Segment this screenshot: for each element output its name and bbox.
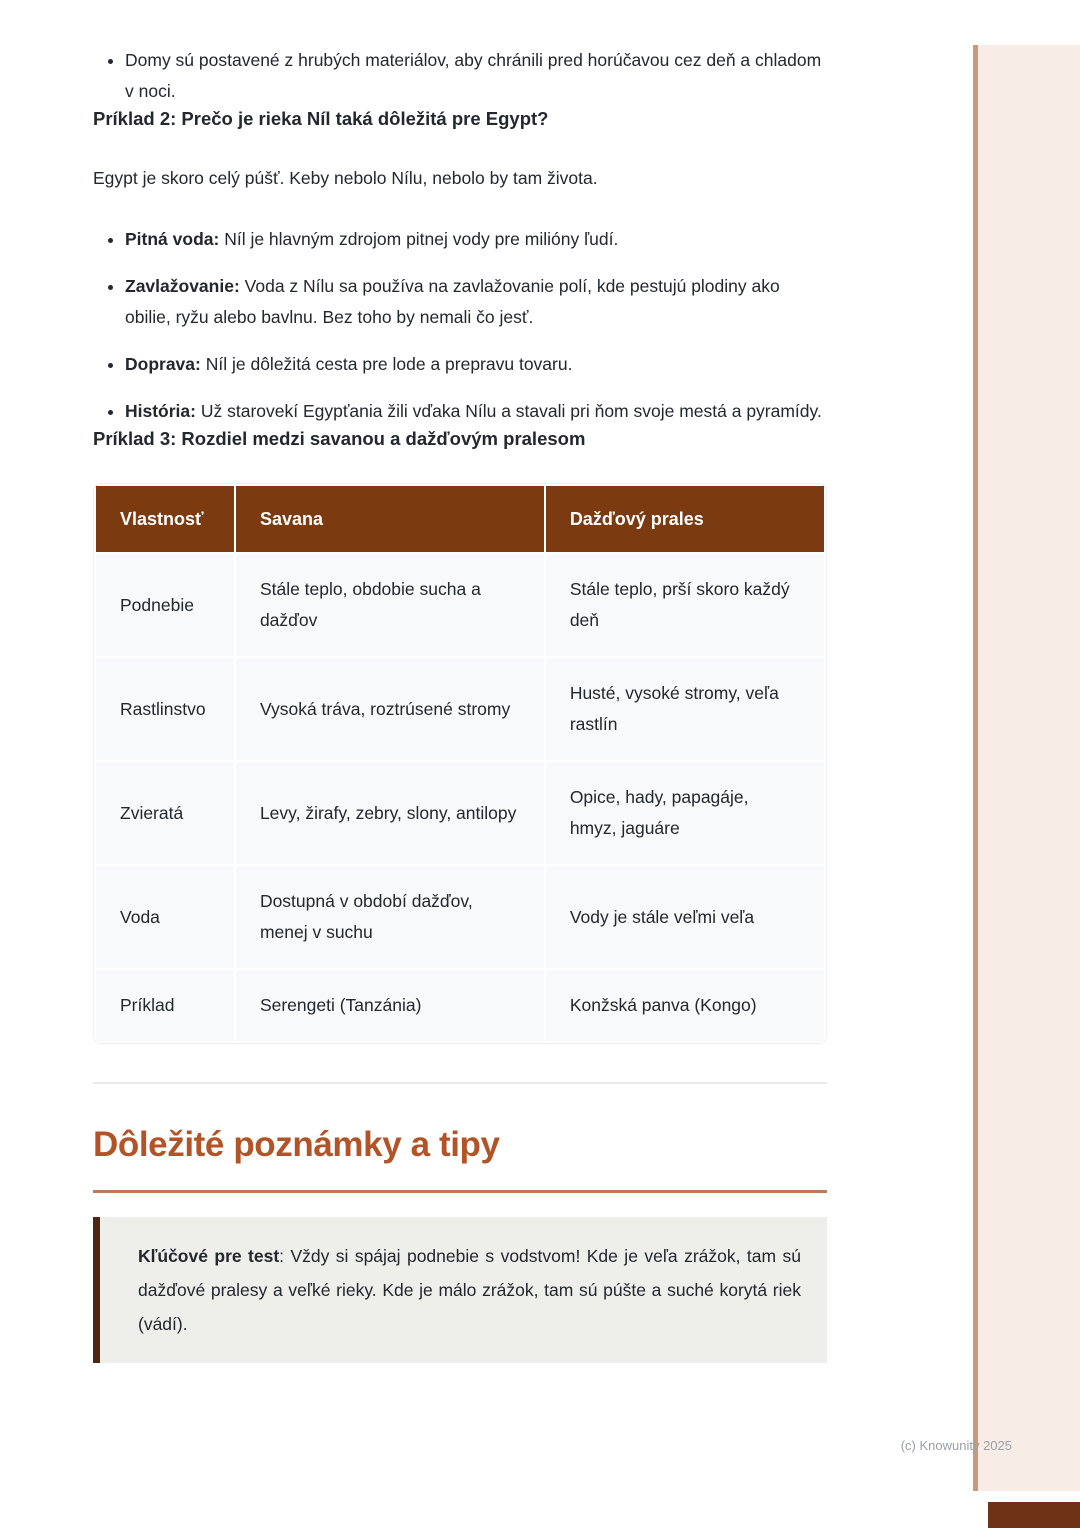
table-cell: Opice, hady, papagáje, hmyz, jaguáre (545, 761, 825, 865)
table-header-cell: Vlastnosť (95, 485, 235, 553)
callout-label: Kľúčové pre test (138, 1246, 280, 1266)
table-cell: Stále teplo, obdobie sucha a dažďov (235, 553, 545, 657)
bullet-term: Pitná voda: (125, 229, 220, 249)
section-divider (93, 1082, 827, 1084)
table-cell: Vody je stále veľmi veľa (545, 865, 825, 969)
table-cell: Dostupná v období dažďov, menej v suchu (235, 865, 545, 969)
callout-body: : Vždy si spájaj podnebie s vodstvom! Kde je veľa zrážok, tam sú dažďové pralesy a veľké rieky. Kde je málo zrážok, tam sú púšte a suché korytá riek (vádí). (138, 1246, 801, 1334)
table-cell: Voda (95, 865, 235, 969)
table-header-row (95, 485, 825, 553)
table-cell: Husté, vysoké stromy, veľa rastlín (545, 657, 825, 761)
bullet-text: Už starovekí Egypťania žili vďaka Nílu a stavali pri ňom svoje mestá a pyramídy. (200, 401, 822, 421)
comparison-table (94, 484, 826, 1043)
table-header-cell: Dažďový prales (545, 485, 825, 553)
example2-intro: Egypt je skoro celý púšť. Keby nebolo Nílu, nebolo by tam života. (93, 168, 598, 188)
key-note-callout (93, 1217, 827, 1363)
table-cell: Levy, žirafy, zebry, slony, antilopy (235, 761, 545, 865)
copyright-note: (c) Knowunity 2025 (900, 1438, 1012, 1453)
notes-title-rule (93, 1190, 827, 1193)
table-row (95, 553, 825, 657)
table-cell: Serengeti (Tanzánia) (235, 969, 545, 1042)
notes-section-title: Dôležité poznámky a tipy (93, 1125, 500, 1164)
list-item (125, 224, 827, 255)
table-cell: Rastlinstvo (95, 657, 235, 761)
list-item (125, 271, 827, 333)
callout-text (138, 1239, 801, 1341)
bullet-text: Níl je hlavným zdrojom pitnej vody pre milióny ľudí. (224, 229, 619, 249)
table-cell: Konžská panva (Kongo) (545, 969, 825, 1042)
example2-heading: Príklad 2: Prečo je rieka Níl taká dôležitá pre Egypt? (93, 108, 549, 129)
table-row (95, 657, 825, 761)
table-cell: Zvieratá (95, 761, 235, 865)
table-cell: Príklad (95, 969, 235, 1042)
list-item (125, 396, 827, 427)
bullet-text: Níl je dôležitá cesta pre lode a prepravu tovaru. (205, 354, 573, 374)
table-cell: Stále teplo, prší skoro každý deň (545, 553, 825, 657)
table-row (95, 865, 825, 969)
table-row (95, 761, 825, 865)
example3-heading: Príklad 3: Rozdiel medzi savanou a dažďovým pralesom (93, 428, 586, 449)
list-item (125, 45, 827, 107)
table-row (95, 969, 825, 1042)
list-item (125, 349, 827, 380)
intro-bullet-list (93, 45, 827, 107)
bullet-term: Zavlažovanie: (125, 276, 240, 296)
bullet-term: Doprava: (125, 354, 201, 374)
bullet-text: Domy sú postavené z hrubých materiálov, aby chránili pred horúčavou cez deň a chladom v noci. (125, 50, 822, 101)
next-page-corner-block (988, 1502, 1080, 1528)
document-content (93, 45, 827, 1363)
table-cell: Vysoká tráva, roztrúsené stromy (235, 657, 545, 761)
nile-facts-list (93, 224, 827, 427)
bullet-text: Voda z Nílu sa používa na zavlažovanie polí, kde pestujú plodiny ako obilie, ryžu alebo bavlnu. Bez toho by nemali čo jesť. (125, 276, 780, 327)
next-page-margin (978, 45, 1080, 1491)
bullet-term: História: (125, 401, 196, 421)
table-header-cell: Savana (235, 485, 545, 553)
comparison-table-wrapper (93, 483, 827, 1044)
table-cell: Podnebie (95, 553, 235, 657)
